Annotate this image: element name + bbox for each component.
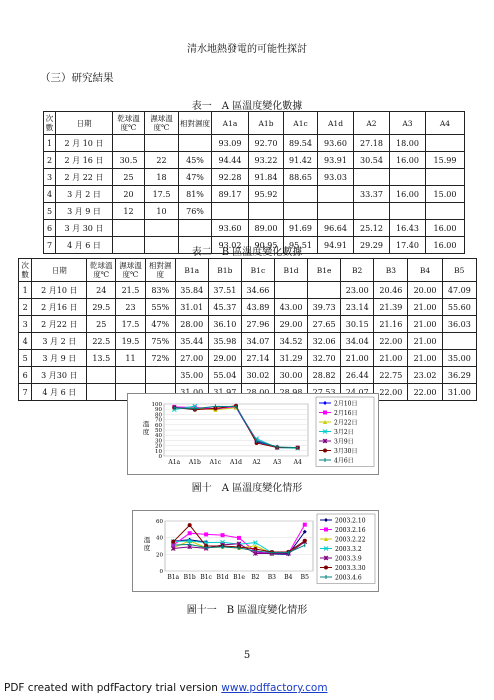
table-cell: 21.5 <box>116 282 146 299</box>
y-tick-label: 20 <box>155 443 162 450</box>
x-tick-label: A1a <box>168 459 181 466</box>
column-header: A1a <box>212 112 249 135</box>
table-cell: 21.00 <box>408 316 442 333</box>
table-cell: 16.00 <box>426 237 465 254</box>
table-cell: 21.16 <box>374 316 408 333</box>
table-cell: 23 <box>116 299 146 316</box>
table-cell: 76% <box>179 203 212 220</box>
table-row <box>44 152 465 169</box>
y-tick-label: 20 <box>156 552 163 559</box>
table-cell <box>442 333 476 350</box>
table-cell: 45% <box>179 152 212 169</box>
table-cell: 94.44 <box>212 152 249 169</box>
data-point <box>303 539 307 543</box>
table-cell: 17.40 <box>390 237 426 254</box>
table-cell: 20.00 <box>408 282 442 299</box>
table-cell: 91.42 <box>284 152 318 169</box>
column-header: A1c <box>284 112 318 135</box>
table-row <box>19 282 477 299</box>
y-axis-label: 度 <box>143 544 151 552</box>
table-cell <box>390 203 426 220</box>
data-point <box>324 566 328 570</box>
table-row <box>44 203 465 220</box>
x-tick-label: B1e <box>233 574 245 581</box>
table-cell: 75% <box>145 333 175 350</box>
y-tick-label: 40 <box>156 535 163 542</box>
y-axis-label: 溫 <box>142 420 150 428</box>
header-row <box>19 259 477 282</box>
x-tick-label: B3 <box>267 574 277 581</box>
table-cell: 4 <box>44 186 56 203</box>
table-cell: 35.98 <box>208 333 241 350</box>
table-cell: 83% <box>145 282 175 299</box>
table-cell <box>308 282 341 299</box>
table-row <box>19 316 477 333</box>
table-cell: 2 <box>19 299 32 316</box>
table-cell: 2 月22 日 <box>32 316 87 333</box>
x-tick-label: A2 <box>252 459 261 466</box>
table-cell: 24.07 <box>341 384 374 401</box>
table-cell: 34.04 <box>341 333 374 350</box>
table-cell: 26.44 <box>341 367 374 384</box>
table-row <box>19 333 477 350</box>
y-tick-label: 40 <box>155 433 162 440</box>
table-cell: 88.65 <box>284 169 318 186</box>
table-cell: 89.17 <box>212 186 249 203</box>
y-tick-label: 50 <box>155 428 162 434</box>
table-cell: 28.98 <box>274 384 307 401</box>
x-tick-label: B5 <box>300 574 309 581</box>
table-cell: 3 月 30 日 <box>56 220 113 237</box>
table-cell: 18.00 <box>390 135 426 152</box>
table2-caption: 表二 B 區溫度變化數據 <box>191 247 303 258</box>
column-header: B2 <box>341 259 374 282</box>
table-cell: 29.00 <box>274 316 307 333</box>
table-cell: 27.96 <box>241 316 274 333</box>
table-cell: 3 <box>19 316 32 333</box>
table-cell: 20.46 <box>374 282 408 299</box>
table-cell: 93.02 <box>212 237 249 254</box>
column-header: 相對濕度 <box>145 259 175 282</box>
legend-label: 2003.2.16 <box>335 527 366 534</box>
table-cell: 89.54 <box>284 135 318 152</box>
table-cell: 28.00 <box>175 316 208 333</box>
table-cell: 39.73 <box>308 299 341 316</box>
table-cell: 21.00 <box>408 299 442 316</box>
table-cell: 31.01 <box>175 299 208 316</box>
table-cell: 96.64 <box>318 220 354 237</box>
table-cell: 72% <box>145 350 175 367</box>
column-header: B4 <box>408 259 442 282</box>
table-cell: 21.00 <box>408 350 442 367</box>
data-point <box>221 533 225 537</box>
table-cell: 19.5 <box>116 333 146 350</box>
x-tick-label: B1b <box>183 574 196 581</box>
table-cell <box>274 282 307 299</box>
table-cell: 92.28 <box>212 169 249 186</box>
table-cell: 25.12 <box>354 220 390 237</box>
table-cell <box>179 220 212 237</box>
table-cell <box>284 186 318 203</box>
table-cell: 3 月 9 日 <box>56 203 113 220</box>
table-cell: 95.92 <box>249 186 284 203</box>
column-header: B3 <box>374 259 408 282</box>
table-cell <box>113 135 145 152</box>
table-cell: 3 月 2 日 <box>32 333 87 350</box>
table-cell: 91.69 <box>284 220 318 237</box>
table-cell: 10 <box>145 203 179 220</box>
table1-caption: 表一 A 區溫度變化數據 <box>191 101 303 112</box>
table-cell: 28.00 <box>241 384 274 401</box>
table-cell: 15.99 <box>426 152 465 169</box>
data-point <box>188 531 192 535</box>
table-cell: 24 <box>87 282 116 299</box>
table-cell: 31.97 <box>208 384 241 401</box>
table-cell: 29.00 <box>208 350 241 367</box>
legend-label: 2003.2.22 <box>335 536 366 544</box>
table-cell: 5 <box>44 203 56 220</box>
table-cell: 28.82 <box>308 367 341 384</box>
table-cell <box>318 186 354 203</box>
table-cell: 92.70 <box>249 135 284 152</box>
footer-link[interactable]: www.pdffactory.com <box>221 682 328 694</box>
table-cell: 95.51 <box>284 237 318 254</box>
footer-text: PDF created with pdfFactory trial version <box>4 682 222 694</box>
table-cell: 20 <box>113 186 145 203</box>
table-cell <box>113 220 145 237</box>
table-cell: 36.29 <box>442 367 476 384</box>
table-cell: 55% <box>145 299 175 316</box>
column-header: A1b <box>249 112 284 135</box>
table-cell: 16.00 <box>426 220 465 237</box>
table-cell: 3 月 2 日 <box>56 186 113 203</box>
table-cell: 7 <box>44 237 56 254</box>
table-cell <box>354 169 390 186</box>
table-cell: 30.54 <box>354 152 390 169</box>
table-cell: 4 <box>19 333 32 350</box>
y-tick-label: 70 <box>155 417 162 424</box>
page-number: 5 <box>243 650 251 661</box>
table-cell: 11 <box>116 350 146 367</box>
table-cell: 35.84 <box>175 282 208 299</box>
column-header: B1a <box>175 259 208 282</box>
table-cell: 16.43 <box>390 220 426 237</box>
table-row <box>44 220 465 237</box>
legend-label: 3月30日 <box>334 448 358 455</box>
table-cell <box>145 220 179 237</box>
table-cell: 6 <box>44 220 56 237</box>
table-cell <box>318 203 354 220</box>
table-cell: 2 月10 日 <box>32 282 87 299</box>
y-axis-label: 度 <box>142 428 150 436</box>
table-row <box>19 367 477 384</box>
table-cell: 94.91 <box>318 237 354 254</box>
x-tick-label: A4 <box>293 459 302 466</box>
table-cell: 55.60 <box>442 299 476 316</box>
table-row <box>44 135 465 152</box>
column-header: 濕球溫度℃ <box>116 259 146 282</box>
table-cell: 27.53 <box>308 384 341 401</box>
table-cell: 7 <box>19 384 32 401</box>
table-cell <box>354 203 390 220</box>
table-cell: 93.60 <box>318 135 354 152</box>
table-cell: 23.02 <box>408 367 442 384</box>
table-cell: 22.00 <box>374 333 408 350</box>
legend-label: 2月16日 <box>334 410 358 417</box>
legend-label: 2003.2.10 <box>335 517 366 525</box>
figure11-caption: 圖十一 B 區溫度變化情形 <box>186 605 308 616</box>
legend-label: 2003.3.9 <box>335 555 362 563</box>
table-cell <box>87 367 116 384</box>
table-cell: 47% <box>179 169 212 186</box>
legend-label: 3月9日 <box>334 438 354 446</box>
column-header: 乾球溫度℃ <box>87 259 116 282</box>
section-title: （三）研究結果 <box>40 72 114 84</box>
table-cell: 89.00 <box>249 220 284 237</box>
table-cell: 35.00 <box>175 367 208 384</box>
table-cell: 47.09 <box>442 282 476 299</box>
column-header: B1c <box>241 259 274 282</box>
data-point <box>204 532 208 536</box>
table-cell: 34.07 <box>241 333 274 350</box>
table-row <box>19 350 477 367</box>
table-cell: 4 月 6 日 <box>56 237 113 254</box>
table-cell: 22.00 <box>408 384 442 401</box>
table-cell: 21.00 <box>408 333 442 350</box>
y-tick-label: 0 <box>159 569 163 575</box>
table-cell: 33.37 <box>354 186 390 203</box>
table-cell: 27.65 <box>308 316 341 333</box>
table-cell: 21.00 <box>374 350 408 367</box>
column-header: B5 <box>442 259 476 282</box>
table-cell: 22.5 <box>87 333 116 350</box>
y-tick-label: 90 <box>155 407 162 414</box>
table-cell: 17.5 <box>145 186 179 203</box>
x-tick-label: B1d <box>216 574 229 581</box>
table-cell: 2 月 16 日 <box>56 152 113 169</box>
y-tick-label: 0 <box>158 454 162 460</box>
x-tick-label: A1b <box>188 459 201 466</box>
pdf-footer <box>4 682 328 694</box>
legend-label: 2003.4.6 <box>335 574 362 582</box>
table-cell: 27.14 <box>241 350 274 367</box>
table-cell: 30.00 <box>274 367 307 384</box>
table-cell: 22 <box>145 152 179 169</box>
column-header: A2 <box>354 112 390 135</box>
table-cell <box>145 367 175 384</box>
chart-a-temperature <box>127 393 379 475</box>
legend-label: 2月22日 <box>334 419 358 427</box>
table-cell <box>116 367 146 384</box>
y-tick-label: 10 <box>155 448 162 455</box>
x-tick-label: B1c <box>200 574 212 581</box>
legend-label: 4月6日 <box>334 457 354 465</box>
table-cell: 21.00 <box>341 350 374 367</box>
table-cell: 43.00 <box>274 299 307 316</box>
table-cell: 22.75 <box>374 367 408 384</box>
data-point <box>237 536 241 540</box>
column-header: B1e <box>308 259 341 282</box>
table-cell: 22.00 <box>374 384 408 401</box>
data-point <box>323 411 327 415</box>
table-cell <box>249 203 284 220</box>
x-tick-label: A1d <box>230 459 242 466</box>
table-cell: 45.37 <box>208 299 241 316</box>
table-row <box>19 299 477 316</box>
table-cell: 55.04 <box>208 367 241 384</box>
table-cell: 3 <box>44 169 56 186</box>
table-cell: 36.10 <box>208 316 241 333</box>
table-cell: 29.5 <box>87 299 116 316</box>
column-header: 乾球溫度℃ <box>113 112 145 135</box>
column-header: 日期 <box>56 112 113 135</box>
column-header: 相對濕度 <box>179 112 212 135</box>
table-cell: 5 <box>19 350 32 367</box>
table-cell: 27.00 <box>175 350 208 367</box>
table-cell: 37.51 <box>208 282 241 299</box>
column-header: 日期 <box>32 259 87 282</box>
data-point <box>188 523 192 527</box>
table-cell: 34.52 <box>274 333 307 350</box>
table-cell: 31.00 <box>442 384 476 401</box>
column-header: 次數 <box>44 112 56 135</box>
table-b-temperature <box>18 258 477 401</box>
figure10-caption: 圖十 A 區溫度變化情形 <box>191 483 303 494</box>
table-cell: 35.00 <box>442 350 476 367</box>
table-cell: 2 月 10 日 <box>56 135 113 152</box>
y-tick-label: 80 <box>155 412 162 419</box>
table-cell: 34.66 <box>241 282 274 299</box>
legend-label: 3月2日 <box>334 429 354 436</box>
table-cell: 17.5 <box>116 316 146 333</box>
table-cell: 25 <box>87 316 116 333</box>
table-cell <box>179 135 212 152</box>
table-cell <box>212 203 249 220</box>
table-cell: 2 月16 日 <box>32 299 87 316</box>
column-header: A4 <box>426 112 465 135</box>
table-cell: 25 <box>113 169 145 186</box>
data-point <box>324 528 328 532</box>
data-point <box>303 523 307 527</box>
table-cell: 93.91 <box>318 152 354 169</box>
table-cell: 93.60 <box>212 220 249 237</box>
table-cell: 3 月 9 日 <box>32 350 87 367</box>
table-cell <box>87 384 116 401</box>
table-cell: 12 <box>113 203 145 220</box>
table-cell: 2 <box>44 152 56 169</box>
y-axis-label: 溫 <box>143 536 151 544</box>
table-cell: 35.44 <box>175 333 208 350</box>
y-tick-label: 30 <box>155 438 162 445</box>
table-cell: 30.15 <box>341 316 374 333</box>
table-cell: 31.00 <box>175 384 208 401</box>
table-cell: 13.5 <box>87 350 116 367</box>
column-header: A3 <box>390 112 426 135</box>
header-row <box>44 112 465 135</box>
table-cell: 23.00 <box>341 282 374 299</box>
table-cell <box>145 135 179 152</box>
legend-label: 2003.3.30 <box>335 565 366 572</box>
table-cell: 23.14 <box>341 299 374 316</box>
column-header: A1d <box>318 112 354 135</box>
table-cell: 6 <box>19 367 32 384</box>
y-tick-label: 100 <box>151 402 162 408</box>
table-cell: 27.18 <box>354 135 390 152</box>
table-row <box>44 186 465 203</box>
table-cell: 2 月 22 日 <box>56 169 113 186</box>
table-cell: 81% <box>179 186 212 203</box>
x-tick-label: A3 <box>273 459 282 466</box>
page-header: 清水地熱發電的可能性探討 <box>187 44 307 55</box>
data-point <box>323 449 327 453</box>
column-header: B1b <box>208 259 241 282</box>
column-header: B1d <box>274 259 307 282</box>
table-cell <box>426 169 465 186</box>
table-cell: 30.5 <box>113 152 145 169</box>
table-cell: 32.06 <box>308 333 341 350</box>
table-cell <box>284 203 318 220</box>
table-cell: 18 <box>145 169 179 186</box>
table-cell: 30.02 <box>241 367 274 384</box>
table-cell: 93.22 <box>249 152 284 169</box>
legend-label: 2月10日 <box>334 400 358 408</box>
x-tick-label: A1c <box>209 459 222 466</box>
table-cell: 47% <box>145 316 175 333</box>
table-cell: 29.29 <box>354 237 390 254</box>
table-cell: 16.00 <box>390 152 426 169</box>
table-a-temperature <box>43 111 465 254</box>
y-tick-label: 60 <box>156 519 163 525</box>
column-header: 次數 <box>19 259 32 282</box>
table-cell <box>426 203 465 220</box>
table-cell: 1 <box>44 135 56 152</box>
table-cell: 21.39 <box>374 299 408 316</box>
table-cell: 93.03 <box>318 169 354 186</box>
table-cell: 4 月 6 日 <box>32 384 87 401</box>
y-tick-label: 60 <box>155 422 162 429</box>
table-cell: 31.29 <box>274 350 307 367</box>
x-tick-label: B2 <box>251 574 260 581</box>
table-cell: 3 月30 日 <box>32 367 87 384</box>
table-cell <box>390 169 426 186</box>
table-cell: 93.09 <box>212 135 249 152</box>
table-cell: 91.84 <box>249 169 284 186</box>
table-cell: 16.00 <box>390 186 426 203</box>
chart-b-temperature <box>132 510 379 592</box>
table-cell: 43.89 <box>241 299 274 316</box>
table-cell: 15.00 <box>426 186 465 203</box>
table-cell: 1 <box>19 282 32 299</box>
table-row <box>44 169 465 186</box>
table-cell <box>426 135 465 152</box>
table-cell: 36.03 <box>442 316 476 333</box>
table-cell: 90.95 <box>249 237 284 254</box>
x-tick-label: B1a <box>167 574 180 581</box>
table-cell: 32.70 <box>308 350 341 367</box>
legend-label: 2003.3.2 <box>335 546 362 553</box>
x-tick-label: B4 <box>284 574 293 581</box>
column-header: 濕球溫度℃ <box>145 112 179 135</box>
